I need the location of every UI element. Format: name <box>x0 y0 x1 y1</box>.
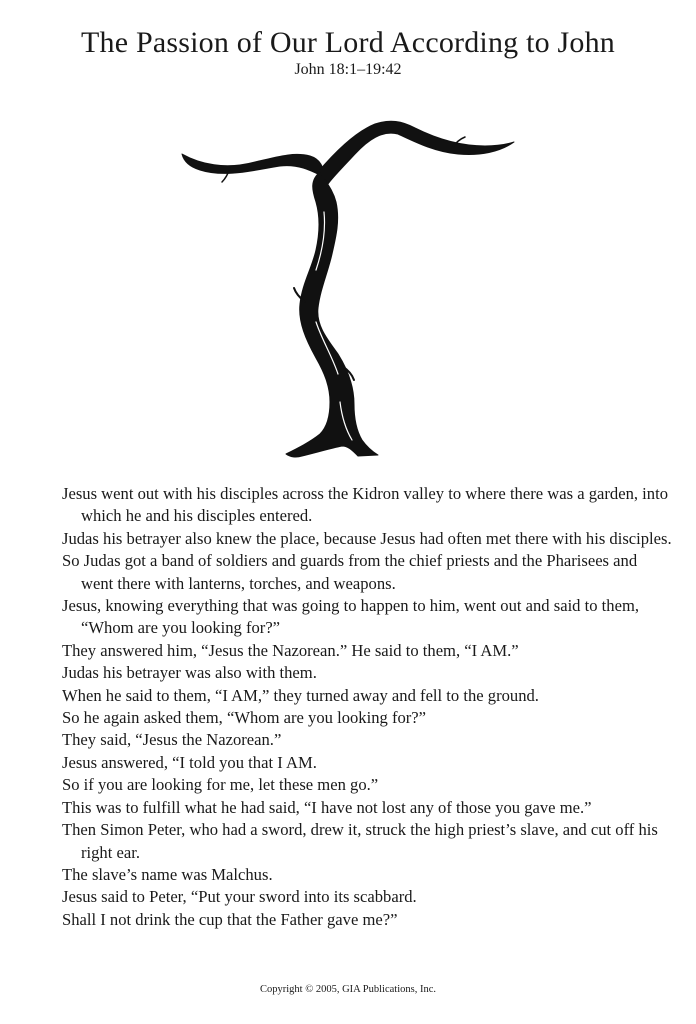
reading-text <box>62 483 672 931</box>
verse-line: They said, “Jesus the Nazorean.” <box>62 730 282 750</box>
verse-line: Shall I not drink the cup that the Father gave me?” <box>62 909 398 929</box>
verse-line: This was to fulfill what he had said, “I have not lost any of those you gave me.” <box>62 797 592 817</box>
verse-line: Jesus, knowing everything that was going to happen to him, went out and said to them, “Whom are you looking for?” <box>62 596 640 638</box>
verse-line: When he said to them, “I AM,” they turned away and fell to the ground. <box>62 685 539 705</box>
scripture-reference: John 18:1–19:42 <box>294 61 402 78</box>
verse-line: Jesus said to Peter, “Put your sword into its scabbard. <box>62 887 417 907</box>
verse-line: So if you are looking for me, let these men go.” <box>62 775 379 795</box>
verse-line: Judas his betrayer was also with them. <box>62 663 317 683</box>
verse-line: Judas his betrayer also knew the place, because Jesus had often met there with his disciples. <box>62 528 672 548</box>
verse-line: Then Simon Peter, who had a sword, drew it, struck the high priest’s slave, and cut off his right ear. <box>62 820 658 862</box>
verse-line: The slave’s name was Malchus. <box>62 864 273 884</box>
page-title: The Passion of Our Lord According to John <box>81 26 615 59</box>
copyright-notice: Copyright © 2005, GIA Publications, Inc. <box>260 984 436 995</box>
verse-line: So Judas got a band of soldiers and guards from the chief priests and the Pharisees and went there with lanterns, torches, and weapons. <box>62 551 638 593</box>
verse-line: So he again asked them, “Whom are you looking for?” <box>62 708 427 728</box>
bare-tree-cross-icon <box>170 112 530 462</box>
verse-line: Jesus went out with his disciples across the Kidron valley to where there was a garden, into which he and his disciples entered. <box>62 484 668 526</box>
verse-line: They answered him, “Jesus the Nazorean.” He said to them, “I AM.” <box>62 640 519 660</box>
verse-line: Jesus answered, “I told you that I AM. <box>62 752 317 772</box>
